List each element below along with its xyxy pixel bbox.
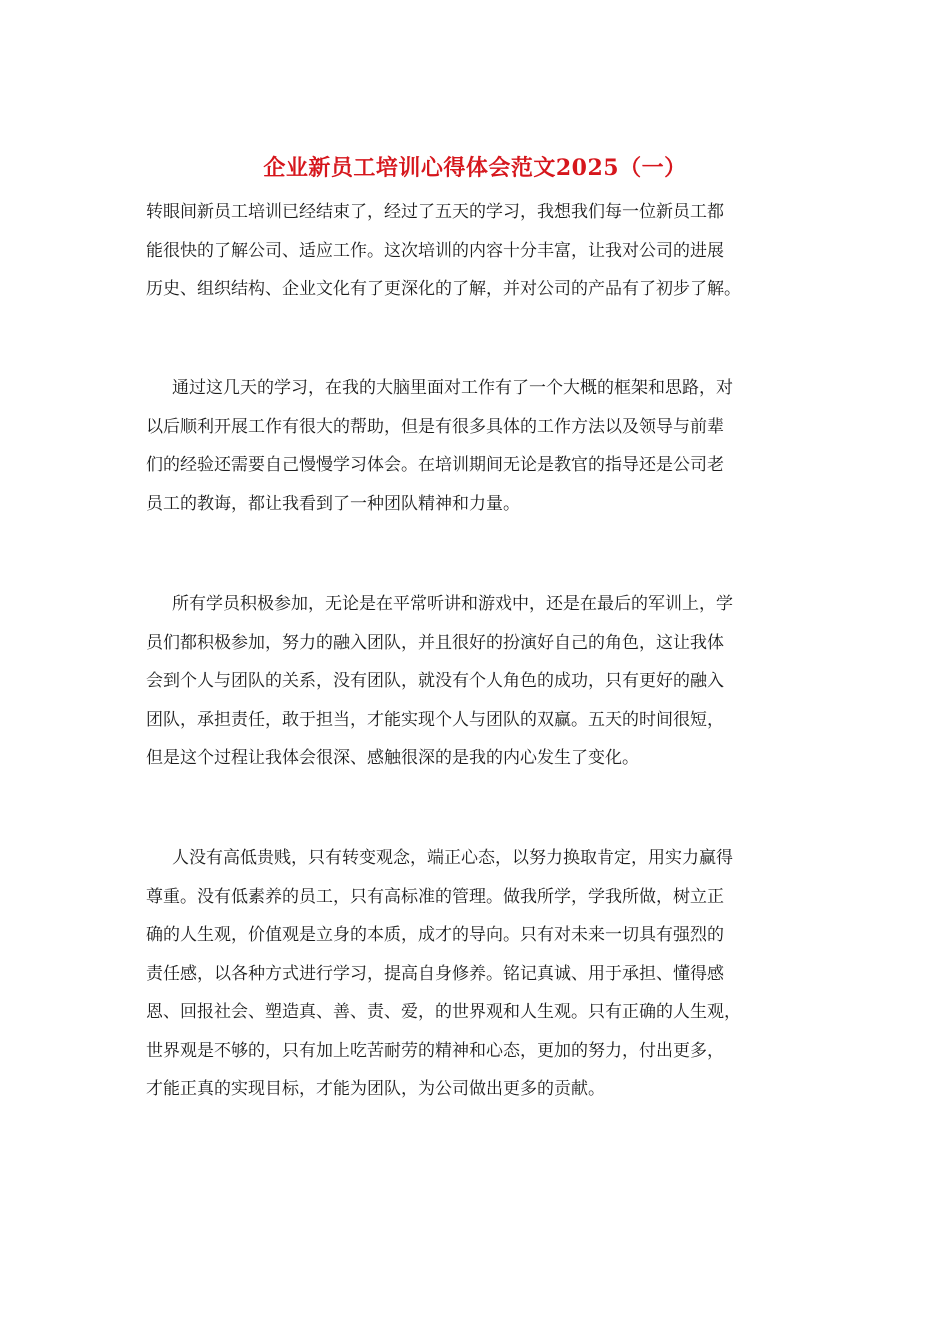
paragraph-line: 人没有高低贵贱，只有转变观念，端正心态，以努力换取肯定，用实力赢得 — [172, 848, 733, 868]
paragraph-3 — [146, 585, 806, 778]
paragraph-line: 以后顺利开展工作有很大的帮助，但是有很多具体的工作方法以及领导与前辈 — [146, 416, 724, 437]
document-title: 企业新员工培训心得体会范文2025（一） — [263, 155, 687, 181]
paragraph-1 — [146, 193, 806, 309]
paragraph-line: 团队，承担责任，敢于担当，才能实现个人与团队的双赢。五天的时间很短， — [146, 709, 724, 730]
paragraph-line: 通过这几天的学习，在我的大脑里面对工作有了一个大概的框架和思路，对 — [172, 378, 733, 398]
paragraph-line: 但是这个过程让我体会很深、感触很深的是我的内心发生了变化。 — [146, 748, 639, 768]
paragraph-2 — [146, 369, 806, 523]
paragraph-line: 能很快的了解公司、适应工作。这次培训的内容十分丰富，让我对公司的进展 — [146, 240, 724, 261]
paragraph-line: 员们都积极参加，努力的融入团队，并且很好的扮演好自己的角色，这让我体 — [146, 632, 724, 653]
paragraph-line: 责任感，以各种方式进行学习，提高自身修养。铭记真诚、用于承担、懂得感 — [146, 963, 724, 984]
paragraph-line: 员工的教诲，都让我看到了一种团队精神和力量。 — [146, 493, 520, 514]
paragraph-line: 尊重。没有低素养的员工，只有高标准的管理。做我所学，学我所做，树立正 — [146, 886, 724, 907]
paragraph-line: 会到个人与团队的关系，没有团队，就没有个人角色的成功，只有更好的融入 — [146, 671, 724, 691]
paragraph-line: 才能正真的实现目标，才能为团队，为公司做出更多的贡献。 — [146, 1079, 605, 1099]
paragraph-line: 所有学员积极参加，无论是在平常听讲和游戏中，还是在最后的军训上，学 — [172, 594, 733, 614]
paragraph-line: 转眼间新员工培训已经结束了，经过了五天的学习，我想我们每一位新员工都 — [146, 202, 724, 222]
paragraph-line: 们的经验还需要自己慢慢学习体会。在培训期间无论是教官的指导还是公司老 — [146, 455, 724, 475]
paragraph-line: 恩、回报社会、塑造真、善、责、爱，的世界观和人生观。只有正确的人生观， — [146, 1002, 741, 1022]
paragraph-line: 确的人生观，价值观是立身的本质，成才的导向。只有对未来一切具有强烈的 — [146, 925, 724, 945]
paragraph-line: 世界观是不够的，只有加上吃苦耐劳的精神和心态，更加的努力，付出更多， — [146, 1040, 724, 1061]
paragraph-line: 历史、组织结构、企业文化有了更深化的了解，并对公司的产品有了初步了解。 — [146, 279, 741, 299]
paragraph-4 — [146, 839, 806, 1109]
